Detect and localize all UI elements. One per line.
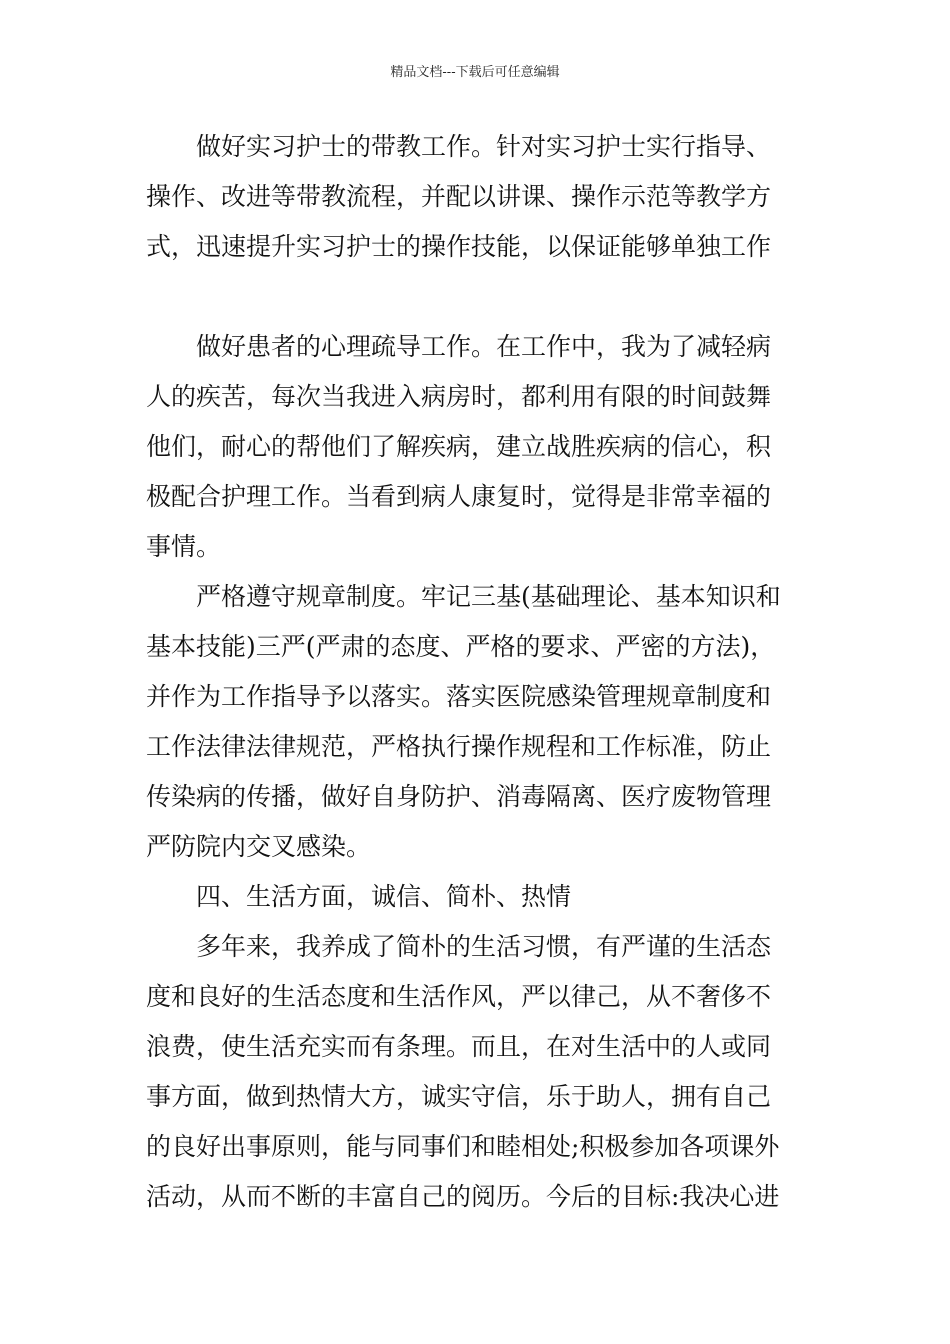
paragraph-gap: [146, 272, 808, 322]
paragraph-rules: [146, 572, 808, 872]
section-heading: [146, 872, 808, 922]
text-line: 传染病的传播，做好自身防护、消毒隔离、医疗废物管理: [146, 782, 772, 811]
text-line: 极配合护理工作。当看到病人康复时，觉得是非常幸福的: [146, 482, 772, 511]
page-header: 精品文档---下载后可任意编辑: [390, 65, 560, 80]
text-line: 的良好出事原则，能与同事们和睦相处;积极参加各项课外: [146, 1132, 780, 1161]
paragraph-psychology: [146, 322, 808, 572]
text-line: 做好实习护士的带教工作。针对实习护士实行指导、: [196, 132, 772, 161]
text-line: 并作为工作指导予以落实。落实医院感染管理规章制度和: [146, 682, 772, 711]
document-body: [146, 122, 808, 1222]
text-line: 做好患者的心理疏导工作。在工作中，我为了减轻病: [196, 332, 772, 361]
text-line: 度和良好的生活态度和生活作风，严以律己，从不奢侈不: [146, 982, 772, 1011]
text-line: 事方面，做到热情大方，诚实守信，乐于助人，拥有自己: [146, 1082, 772, 1111]
text-line: 事情。: [146, 532, 222, 561]
text-line: 操作、改进等带教流程，并配以讲课、操作示范等教学方: [146, 182, 772, 211]
text-line: 式，迅速提升实习护士的操作技能，以保证能够单独工作: [146, 232, 772, 261]
text-line: 多年来，我养成了简朴的生活习惯，有严谨的生活态: [196, 932, 772, 961]
section-heading-text: 四、生活方面，诚信、简朴、热情: [196, 882, 572, 911]
text-line: 浪费，使生活充实而有条理。而且，在对生活中的人或同: [146, 1032, 772, 1061]
text-line: 严防院内交叉感染。: [146, 832, 372, 861]
paragraph-teaching: [146, 122, 808, 272]
text-line: 严格遵守规章制度。牢记三基(基础理论、基本知识和: [196, 582, 781, 611]
text-line: 活动，从而不断的丰富自己的阅历。今后的目标:我决心进: [146, 1182, 780, 1211]
text-line: 人的疾苦，每次当我进入病房时，都利用有限的时间鼓舞: [146, 382, 772, 411]
text-line: 他们，耐心的帮他们了解疾病，建立战胜疾病的信心，积: [146, 432, 772, 461]
paragraph-lifestyle: [146, 922, 808, 1222]
text-line: 工作法律法律规范，严格执行操作规程和工作标准，防止: [146, 732, 772, 761]
text-line: 基本技能)三严(严肃的态度、严格的要求、严密的方法)，: [146, 632, 776, 661]
